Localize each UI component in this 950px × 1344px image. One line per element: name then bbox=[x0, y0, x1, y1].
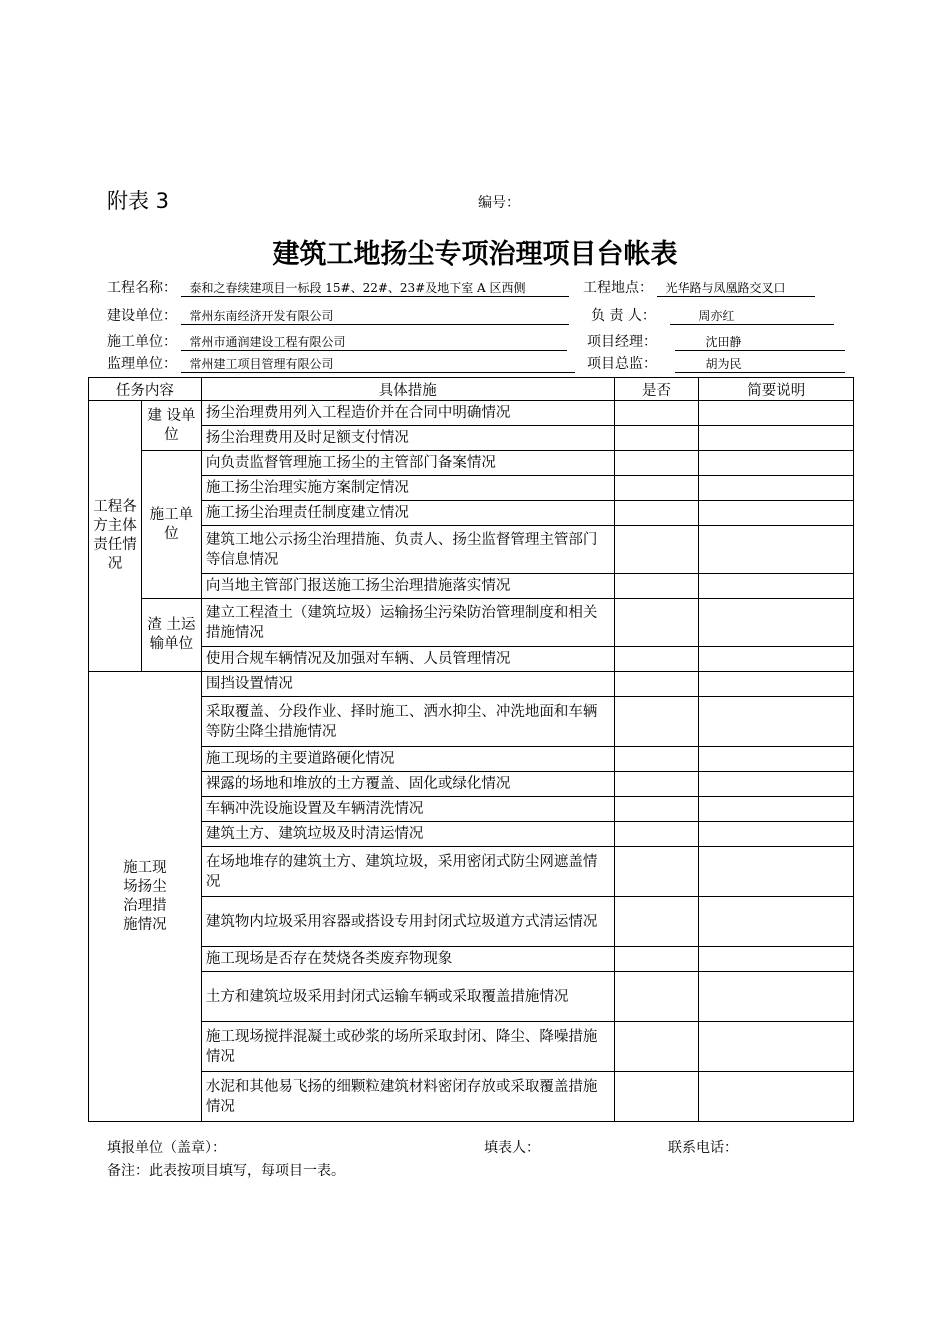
table-row bbox=[89, 747, 854, 772]
table-row bbox=[89, 647, 854, 672]
table-row bbox=[89, 822, 854, 847]
chief-supervisor-label: 项目总监： bbox=[587, 356, 657, 372]
note-cell[interactable] bbox=[699, 847, 854, 897]
table-row bbox=[89, 947, 854, 972]
responsible-value: 周亦红 bbox=[670, 308, 834, 325]
subcategory-builder: 建 设单位 bbox=[141, 401, 201, 451]
project-name-row bbox=[107, 277, 569, 297]
location-label: 工程地点： bbox=[583, 280, 653, 296]
table-row bbox=[89, 847, 854, 897]
note-cell[interactable] bbox=[699, 647, 854, 672]
yesno-cell[interactable] bbox=[614, 897, 699, 947]
subcategory-muck-transport: 渣 土运 输单位 bbox=[141, 599, 201, 672]
table-row bbox=[89, 574, 854, 599]
measure-cell: 车辆冲洗设施设置及车辆清洗情况 bbox=[201, 797, 614, 822]
measure-cell: 扬尘治理费用及时足额支付情况 bbox=[201, 426, 614, 451]
measure-cell: 采取覆盖、分段作业、择时施工、洒水抑尘、冲洗地面和车辆等防尘降尘措施情况 bbox=[201, 697, 614, 747]
measure-cell: 在场地堆存的建筑土方、建筑垃圾，采用密闭式防尘网遮盖情况 bbox=[201, 847, 614, 897]
yesno-cell[interactable] bbox=[614, 451, 699, 476]
phone-label: 联系电话： bbox=[668, 1140, 738, 1156]
table-row bbox=[89, 797, 854, 822]
chief-supervisor-value: 胡为民 bbox=[675, 356, 845, 373]
note-cell[interactable] bbox=[699, 697, 854, 747]
header-measure: 具体措施 bbox=[201, 378, 614, 401]
responsible-label: 负 责 人： bbox=[591, 308, 656, 324]
measure-cell: 施工扬尘治理实施方案制定情况 bbox=[201, 476, 614, 501]
ledger-table bbox=[88, 377, 854, 1122]
pm-value: 沈田静 bbox=[675, 334, 845, 351]
yesno-cell[interactable] bbox=[614, 772, 699, 797]
note-cell[interactable] bbox=[699, 451, 854, 476]
yesno-cell[interactable] bbox=[614, 574, 699, 599]
measure-cell: 裸露的场地和堆放的土方覆盖、固化或绿化情况 bbox=[201, 772, 614, 797]
table-row bbox=[89, 672, 854, 697]
note-cell[interactable] bbox=[699, 822, 854, 847]
pm-row bbox=[587, 331, 845, 351]
category-site-measures: 施工现场扬尘治理措施情况 bbox=[89, 672, 202, 1122]
measure-cell: 向负责监督管理施工扬尘的主管部门备案情况 bbox=[201, 451, 614, 476]
project-name-value: 泰和之春续建项目一标段 15#、22#、23#及地下室 A 区西侧 bbox=[181, 280, 569, 297]
appendix-label: 附表 3 bbox=[107, 189, 170, 213]
table-row bbox=[89, 451, 854, 476]
measure-cell: 建立工程渣土（建筑垃圾）运输扬尘污染防治管理制度和相关措施情况 bbox=[201, 599, 614, 647]
yesno-cell[interactable] bbox=[614, 1022, 699, 1072]
yesno-cell[interactable] bbox=[614, 647, 699, 672]
project-name-label: 工程名称： bbox=[107, 280, 177, 296]
note-cell[interactable] bbox=[699, 574, 854, 599]
table-row bbox=[89, 599, 854, 647]
yesno-cell[interactable] bbox=[614, 599, 699, 647]
note-cell[interactable] bbox=[699, 526, 854, 574]
yesno-cell[interactable] bbox=[614, 426, 699, 451]
table-row bbox=[89, 526, 854, 574]
builder-value: 常州东南经济开发有限公司 bbox=[181, 308, 569, 325]
measure-cell: 使用合规车辆情况及加强对车辆、人员管理情况 bbox=[201, 647, 614, 672]
yesno-cell[interactable] bbox=[614, 822, 699, 847]
measure-cell: 建筑土方、建筑垃圾及时清运情况 bbox=[201, 822, 614, 847]
header-note: 简要说明 bbox=[699, 378, 854, 401]
table-row bbox=[89, 1022, 854, 1072]
note-text: 备注：此表按项目填写，每项目一表。 bbox=[107, 1163, 345, 1179]
measure-cell: 围挡设置情况 bbox=[201, 672, 614, 697]
note-cell[interactable] bbox=[699, 897, 854, 947]
measure-cell: 施工扬尘治理责任制度建立情况 bbox=[201, 501, 614, 526]
builder-row bbox=[107, 305, 569, 325]
note-cell[interactable] bbox=[699, 672, 854, 697]
category-responsibility: 工程各方主体责任情况 bbox=[89, 401, 142, 672]
header-task: 任务内容 bbox=[89, 378, 202, 401]
note-cell[interactable] bbox=[699, 1022, 854, 1072]
supervisor-value: 常州建工项目管理有限公司 bbox=[181, 356, 575, 373]
table-row bbox=[89, 476, 854, 501]
measure-cell: 水泥和其他易飞扬的细颗粒建筑材料密闭存放或采取覆盖措施情况 bbox=[201, 1072, 614, 1122]
table-header-row bbox=[89, 378, 854, 401]
reporting-unit-label: 填报单位（盖章）： bbox=[107, 1140, 226, 1156]
yesno-cell[interactable] bbox=[614, 972, 699, 1022]
yesno-cell[interactable] bbox=[614, 697, 699, 747]
table-row bbox=[89, 972, 854, 1022]
measure-cell: 施工现场搅拌混凝土或砂浆的场所采取封闭、降尘、降噪措施情况 bbox=[201, 1022, 614, 1072]
note-cell[interactable] bbox=[699, 797, 854, 822]
note-cell[interactable] bbox=[699, 947, 854, 972]
yesno-cell[interactable] bbox=[614, 672, 699, 697]
measure-cell: 施工现场是否存在焚烧各类废弃物现象 bbox=[201, 947, 614, 972]
note-cell[interactable] bbox=[699, 476, 854, 501]
note-cell[interactable] bbox=[699, 426, 854, 451]
table-row bbox=[89, 697, 854, 747]
measure-cell: 向当地主管部门报送施工扬尘治理措施落实情况 bbox=[201, 574, 614, 599]
note-cell[interactable] bbox=[699, 972, 854, 1022]
yesno-cell[interactable] bbox=[614, 747, 699, 772]
pm-label: 项目经理： bbox=[587, 334, 657, 350]
table-row bbox=[89, 401, 854, 426]
note-cell[interactable] bbox=[699, 772, 854, 797]
yesno-cell[interactable] bbox=[614, 476, 699, 501]
builder-label: 建设单位： bbox=[107, 308, 177, 324]
subcategory-contractor: 施工单位 bbox=[141, 451, 201, 599]
measure-cell: 土方和建筑垃圾采用封闭式运输车辆或采取覆盖措施情况 bbox=[201, 972, 614, 1022]
filler-label: 填表人： bbox=[484, 1140, 540, 1156]
responsible-row bbox=[591, 305, 834, 325]
contractor-value: 常州市通润建设工程有限公司 bbox=[181, 334, 567, 351]
note-cell[interactable] bbox=[699, 747, 854, 772]
table-row bbox=[89, 1072, 854, 1122]
location-row bbox=[583, 277, 815, 297]
yesno-cell[interactable] bbox=[614, 501, 699, 526]
note-cell[interactable] bbox=[699, 1072, 854, 1122]
yesno-cell[interactable] bbox=[614, 401, 699, 426]
yesno-cell[interactable] bbox=[614, 526, 699, 574]
contractor-label: 施工单位： bbox=[107, 334, 177, 350]
supervisor-label: 监理单位： bbox=[107, 356, 177, 372]
measure-cell: 扬尘治理费用列入工程造价并在合同中明确情况 bbox=[201, 401, 614, 426]
supervisor-row bbox=[107, 353, 575, 373]
yesno-cell[interactable] bbox=[614, 1072, 699, 1122]
page-title: 建筑工地扬尘专项治理项目台帐表 bbox=[272, 239, 678, 270]
location-value: 光华路与凤凰路交叉口 bbox=[657, 280, 815, 297]
table-row bbox=[89, 501, 854, 526]
table-row bbox=[89, 897, 854, 947]
yesno-cell[interactable] bbox=[614, 797, 699, 822]
yesno-cell[interactable] bbox=[614, 947, 699, 972]
yesno-cell[interactable] bbox=[614, 847, 699, 897]
chief-supervisor-row bbox=[587, 353, 845, 373]
note-cell[interactable] bbox=[699, 501, 854, 526]
table-row bbox=[89, 772, 854, 797]
measure-cell: 施工现场的主要道路硬化情况 bbox=[201, 747, 614, 772]
table-row bbox=[89, 426, 854, 451]
serial-number-label: 编号： bbox=[478, 195, 520, 211]
note-cell[interactable] bbox=[699, 599, 854, 647]
measure-cell: 建筑工地公示扬尘治理措施、负责人、扬尘监督管理主管部门等信息情况 bbox=[201, 526, 614, 574]
contractor-row bbox=[107, 331, 567, 351]
header-yesno: 是否 bbox=[614, 378, 699, 401]
note-cell[interactable] bbox=[699, 401, 854, 426]
measure-cell: 建筑物内垃圾采用容器或搭设专用封闭式垃圾道方式清运情况 bbox=[201, 897, 614, 947]
